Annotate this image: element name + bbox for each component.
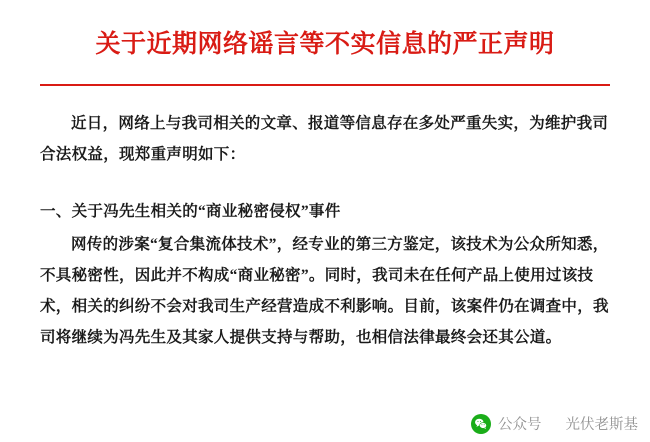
wechat-icon [471,414,491,434]
paragraph-lead: 近日，网络上与我司相关的文章、报道等信息存在多处严重失实，为维护我司合法权益，现郑重声明如下： [40,114,609,163]
watermark-prefix: 公众号 [498,417,542,433]
document-body [40,108,610,353]
paragraph-section-one-body: 网传的涉案“复合集流体技术”，经专业的第三方鉴定，该技术为公众所知悉，不具秘密性，因此并不构成“商业秘密”。同时，我司未在任何产品上使用过该技术，相关的纠纷不会对我司生产经营造成不利影响。目前，该案件仍在调查中，我司将继续为冯先生及其家人提供支持与帮助，也相信法律最终会还其公道。 [40,235,609,346]
document-title: 关于近期网络谣言等不实信息的严正声明 [95,31,555,58]
watermark [471,413,638,434]
section-heading-one: 一、关于冯先生相关的“商业秘密侵权”事件 [40,202,341,220]
watermark-account-name: 光伏老斯基 [565,417,638,433]
title-divider [40,84,610,86]
